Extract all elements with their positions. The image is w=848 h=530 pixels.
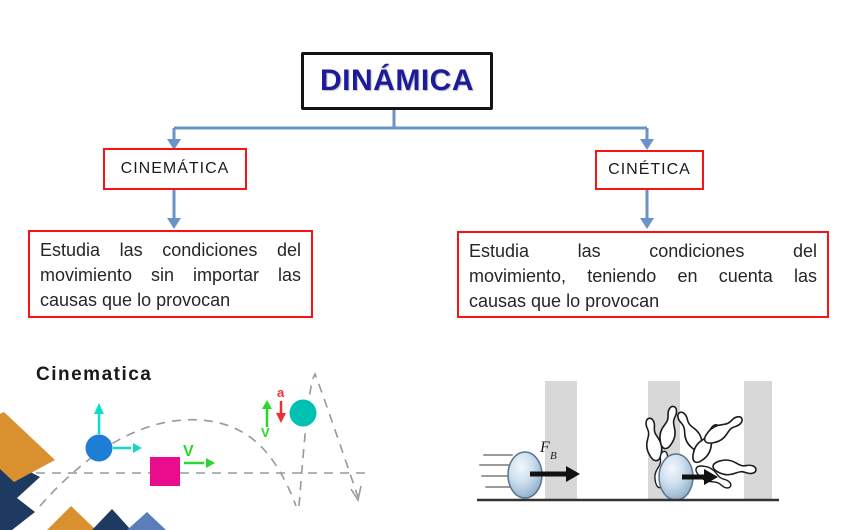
branch-label-cinetica xyxy=(595,150,704,190)
description-line: movimiento, teniendo en cuenta las xyxy=(469,266,817,286)
description-box-cinematica xyxy=(28,230,313,318)
description-box-cinetica xyxy=(457,231,829,318)
description-line: movimiento sin importar las xyxy=(40,265,301,285)
square-velocity-label: V xyxy=(183,443,194,460)
description-line: Estudia las condiciones del xyxy=(40,240,301,260)
page-title: DINÁMICA xyxy=(320,64,474,97)
force-subscript: B xyxy=(550,450,557,462)
title-box xyxy=(301,52,493,110)
force-label: F xyxy=(540,439,550,456)
arrow-down-icon xyxy=(167,218,181,229)
kinematics-caption: Cinematica xyxy=(36,364,153,385)
arrow-down-icon xyxy=(640,139,654,150)
branch-label-cinematica xyxy=(103,148,247,190)
branch-label-text: CINÉTICA xyxy=(608,161,691,178)
description-line: Estudia las condiciones del xyxy=(469,241,817,261)
ball-velocity-label: V xyxy=(261,425,270,440)
description-line: causas que lo provocan xyxy=(469,291,660,311)
branch-label-text: CINEMÁTICA xyxy=(120,160,230,177)
acceleration-label: a xyxy=(277,385,285,400)
arrow-down-icon xyxy=(640,218,654,229)
description-line: causas que lo provocan xyxy=(40,290,231,310)
